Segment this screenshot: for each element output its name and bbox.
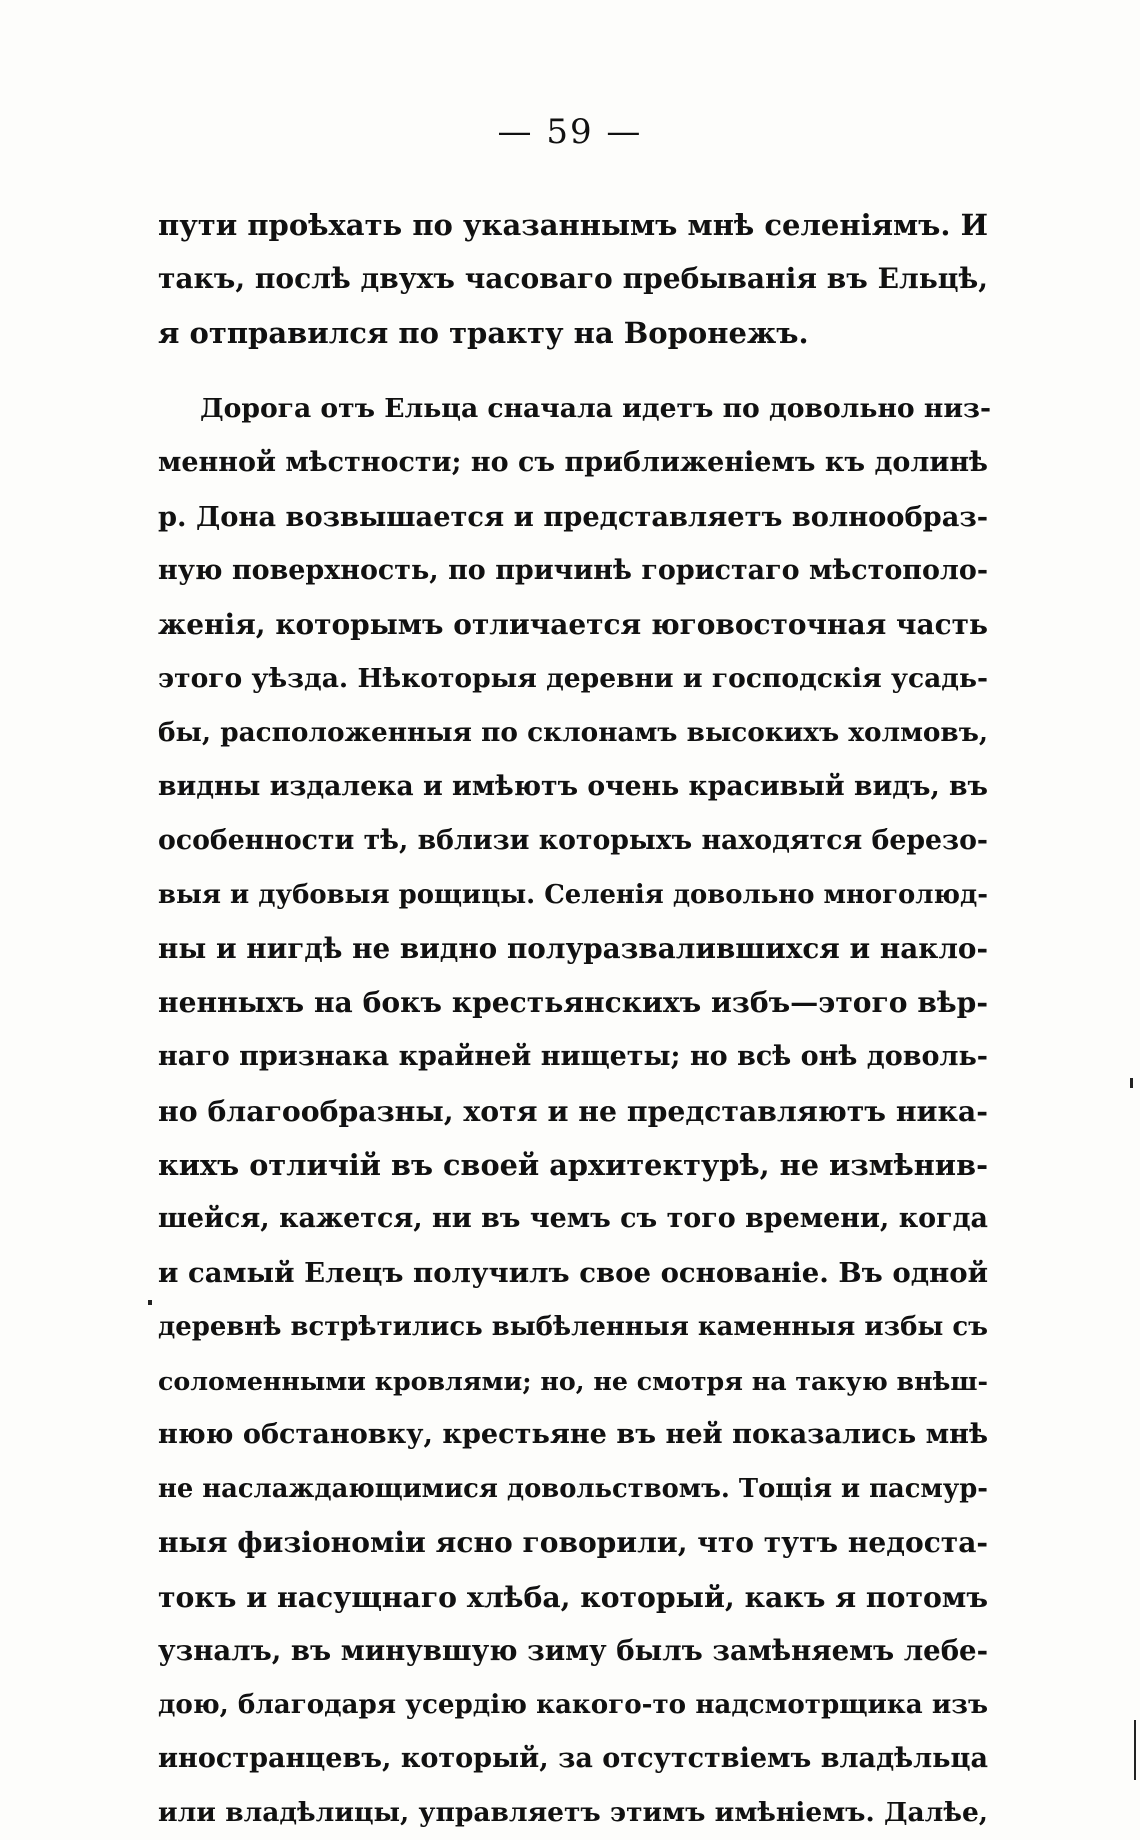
text-line: особенности тѣ, вблизи которыхъ находятся березо- bbox=[158, 825, 988, 856]
text-line: ны и нигдѣ не видно полуразвалившихся и накло- bbox=[158, 932, 988, 965]
text-line: шейся, кажется, ни въ чемъ съ того времени, когда bbox=[158, 1203, 988, 1234]
text-line: такъ, послѣ двухъ часоваго пребыванія въ Ельцѣ, bbox=[158, 262, 988, 295]
text-line: я отправился по тракту на Воронежъ. bbox=[158, 316, 809, 350]
text-line: токъ и насущнаго хлѣба, который, какъ я потомъ bbox=[158, 1580, 988, 1614]
text-line: Дорога отъ Ельца сначала идетъ по довольно низ- bbox=[200, 393, 992, 424]
text-line: деревнѣ встрѣтились выбѣленныя каменныя избы съ bbox=[158, 1312, 988, 1342]
text-line: этого уѣзда. Нѣкоторыя деревни и господскія усадь- bbox=[158, 663, 988, 694]
text-line: узналъ, въ минувшую зиму былъ замѣняемъ лебе- bbox=[158, 1635, 988, 1667]
text-line: ныя физіономіи ясно говорили, что тутъ недоста- bbox=[158, 1526, 989, 1559]
text-line: кихъ отличій въ своей архитектурѣ, не измѣнив- bbox=[158, 1148, 988, 1182]
text-line: женія, которымъ отличается юговосточная часть bbox=[158, 608, 988, 641]
text-line: пути проѣхать по указаннымъ мнѣ селеніямъ. И bbox=[158, 208, 988, 242]
text-line: но благообразны, хотя и не представляютъ никa- bbox=[158, 1094, 988, 1128]
text-line: ненныхъ на бокъ крестьянскихъ избъ—этого вѣр- bbox=[158, 986, 988, 1019]
text-line: р. Дона возвышается и представляетъ волнообраз- bbox=[158, 501, 989, 533]
text-line: видны издалека и имѣютъ очень красивый видъ, въ bbox=[158, 771, 988, 802]
text-line: выя и дубовыя рощицы. Селенія довольно многолюд- bbox=[158, 880, 988, 910]
text-line: наго признака крайней нищеты; но всѣ онѣ доволь- bbox=[158, 1041, 988, 1072]
text-line: ную поверхность, по причинѣ гористаго мѣстополо- bbox=[158, 555, 988, 586]
scan-speck bbox=[148, 1300, 152, 1305]
body-text bbox=[158, 198, 992, 1840]
text-line: иностранцевъ, который, за отсутствіемъ владѣльца bbox=[158, 1743, 988, 1774]
text-line: не наслаждающимися довольствомъ. Тощія и пасмур- bbox=[158, 1474, 988, 1504]
text-line: менной мѣстности; но съ приближеніемъ къ долинѣ bbox=[158, 447, 988, 478]
text-line: или владѣлицы, управляетъ этимъ имѣніемъ. Далѣе, bbox=[158, 1797, 988, 1828]
text-line: дою, благодаря усердію какого-то надсмотрщика изъ bbox=[158, 1689, 988, 1720]
text-line: и самый Елецъ получилъ свое основаніе. Въ одной bbox=[158, 1257, 988, 1289]
text-line: нюю обстановку, крестьяне въ ней показались мнѣ bbox=[158, 1419, 988, 1450]
text-line: соломенными кровлями; но, не смотря на такую внѣш- bbox=[158, 1366, 988, 1396]
text-line: бы, расположенныя по склонамъ высокихъ холмовъ, bbox=[158, 717, 988, 748]
page-number: — 59 — bbox=[497, 112, 643, 152]
scan-speck bbox=[1130, 1078, 1133, 1088]
scan-edge-line bbox=[1134, 1720, 1136, 1780]
paragraph-gap bbox=[158, 360, 988, 382]
